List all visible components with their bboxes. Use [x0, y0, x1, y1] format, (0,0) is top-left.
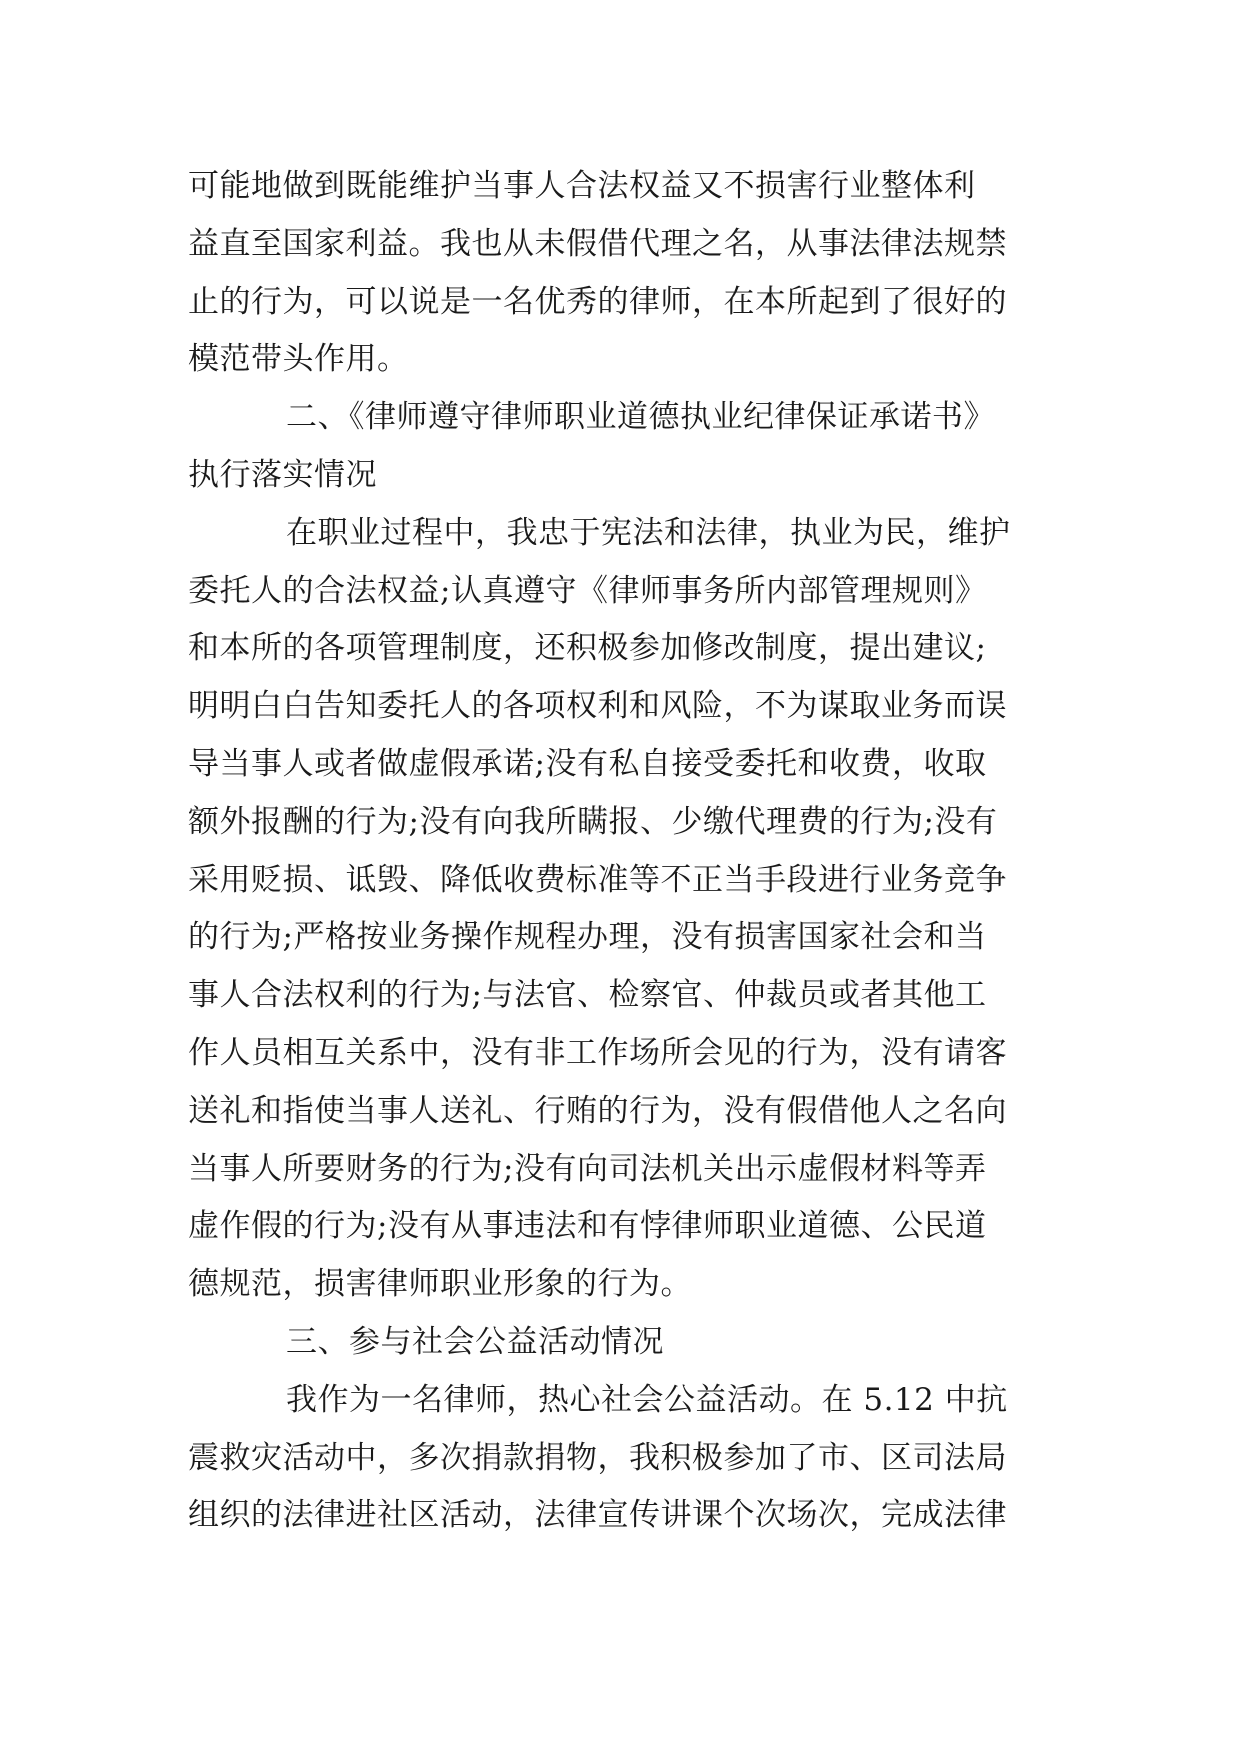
text-line: 和本所的各项管理制度，还积极参加修改制度，提出建议;: [188, 630, 987, 667]
text-line: 当事人所要财务的行为;没有向司法机关出示虚假材料等弄: [188, 1150, 987, 1187]
section-heading-3: [188, 1314, 1048, 1372]
text-line: 可能地做到既能维护当事人合法权益又不损害行业整体利: [188, 168, 976, 204]
text-line: 委托人的合法权益;认真遵守《律师事务所内部管理规则》: [188, 572, 987, 609]
text-line: 执行落实情况: [188, 456, 377, 493]
text-line: 止的行为，可以说是一名优秀的律师，在本所起到了很好的: [188, 283, 1007, 320]
text-line: 益直至国家利益。我也从未假借代理之名，从事法律法规禁: [188, 225, 1007, 262]
text-line: 二、《律师遵守律师职业道德执业纪律保证承诺书》: [286, 399, 995, 436]
text-line: 导当事人或者做虚假承诺;没有私自接受委托和收费，收取: [188, 745, 987, 782]
paragraph-conduct: [188, 505, 1048, 1314]
text-line: 模范带头作用。: [188, 341, 409, 378]
text-line: 震救灾活动中，多次捐款捐物，我积极参加了市、区司法局: [188, 1439, 1007, 1476]
text-line: 作人员相互关系中，没有非工作场所会见的行为，没有请客: [188, 1034, 1007, 1071]
text-line: 送礼和指使当事人送礼、行贿的行为，没有假借他人之名向: [188, 1092, 1007, 1129]
text-line: 我作为一名律师，热心社会公益活动。在 5.12 中抗: [286, 1381, 1008, 1418]
text-line: 明明白白告知委托人的各项权利和风险，不为谋取业务而误: [188, 688, 1007, 725]
text-line: 额外报酬的行为;没有向我所瞒报、少缴代理费的行为;没有: [188, 803, 998, 840]
text-line: 虚作假的行为;没有从事违法和有悖律师职业道德、公民道: [188, 1208, 987, 1245]
text-line: 组织的法律进社区活动，法律宣传讲课个次场次，完成法律: [188, 1497, 1007, 1534]
text-line: 在职业过程中，我忠于宪法和法律，执业为民，维护: [286, 514, 1011, 551]
document-body: [188, 158, 1048, 1545]
text-line: 三、参与社会公益活动情况: [286, 1323, 664, 1360]
paragraph-continuation: [188, 158, 1048, 389]
section-heading-2: [188, 389, 1048, 505]
text-line: 的行为;严格按业务操作规程办理，没有损害国家社会和当: [188, 919, 987, 956]
text-line: 事人合法权利的行为;与法官、检察官、仲裁员或者其他工: [188, 977, 987, 1014]
text-line: 德规范，损害律师职业形象的行为。: [188, 1266, 692, 1303]
text-line: 采用贬损、诋毁、降低收费标准等不正当手段进行业务竞争: [188, 861, 1007, 898]
paragraph-public-welfare: [188, 1372, 1048, 1545]
